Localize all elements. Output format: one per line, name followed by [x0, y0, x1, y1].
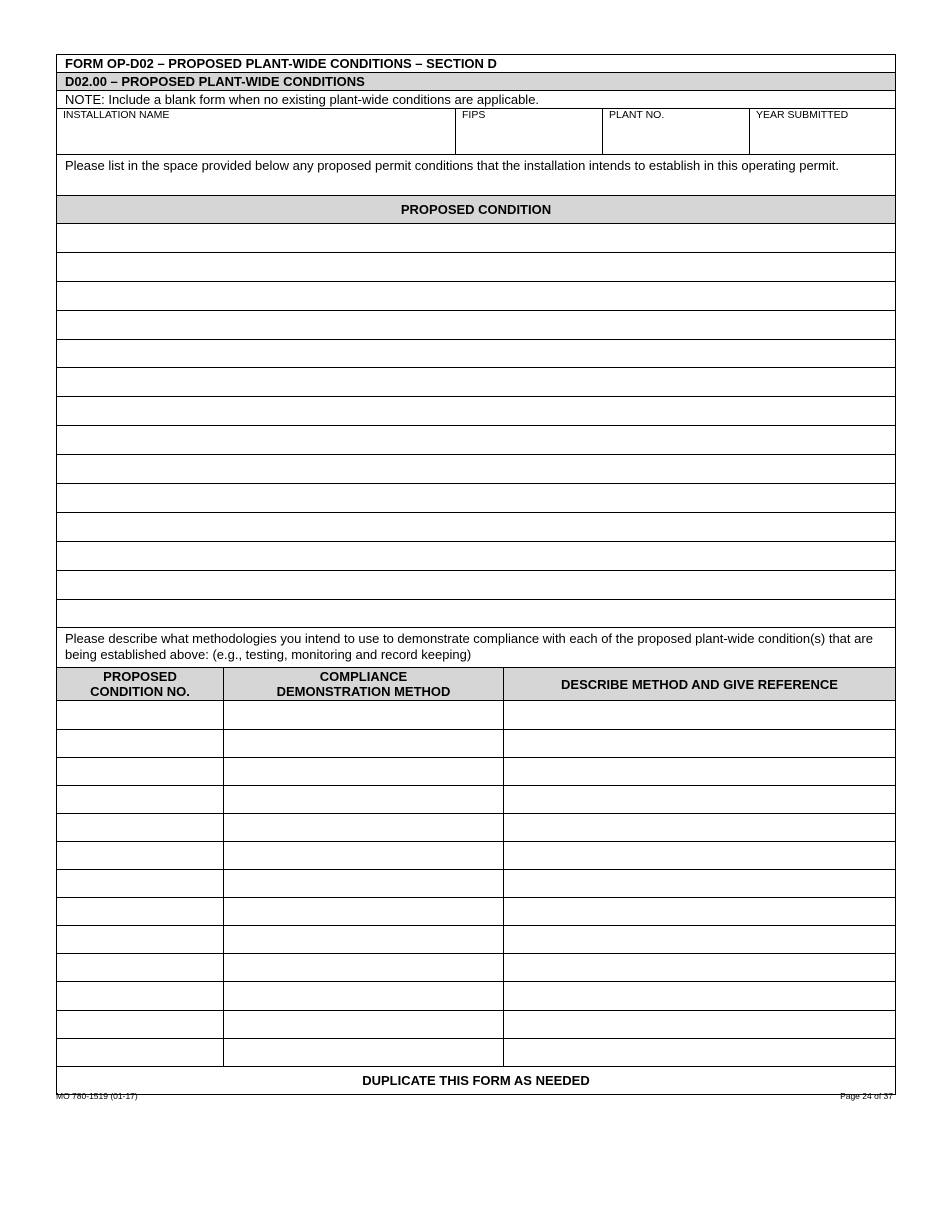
method-cell[interactable]	[224, 926, 504, 954]
reference-cell[interactable]	[504, 870, 896, 898]
proposed-condition-header: PROPOSED CONDITION	[57, 196, 896, 224]
compliance-row	[57, 926, 896, 954]
proposed-condition-row[interactable]	[57, 541, 896, 570]
condition-no-header	[57, 668, 224, 701]
method-cell[interactable]	[224, 729, 504, 757]
reference-cell[interactable]	[504, 841, 896, 869]
reference-cell[interactable]	[504, 954, 896, 982]
condition-no-cell[interactable]	[57, 729, 224, 757]
compliance-row	[57, 870, 896, 898]
reference-cell[interactable]	[504, 1038, 896, 1066]
condition-no-cell[interactable]	[57, 1010, 224, 1038]
proposed-condition-row[interactable]	[57, 368, 896, 397]
condition-no-cell[interactable]	[57, 813, 224, 841]
condition-no-cell[interactable]	[57, 982, 224, 1010]
compliance-row	[57, 982, 896, 1010]
method-cell[interactable]	[224, 785, 504, 813]
compliance-row	[57, 785, 896, 813]
condition-no-cell[interactable]	[57, 898, 224, 926]
compliance-method-header-line2: DEMONSTRATION METHOD	[276, 684, 451, 700]
method-cell[interactable]	[224, 870, 504, 898]
form-number: MO 780-1519 (01-17)	[56, 1091, 138, 1101]
duplicate-form-note: DUPLICATE THIS FORM AS NEEDED	[57, 1066, 896, 1094]
condition-no-cell[interactable]	[57, 701, 224, 729]
method-cell[interactable]	[224, 757, 504, 785]
fips-field[interactable]	[456, 109, 603, 155]
proposed-condition-row[interactable]	[57, 281, 896, 310]
proposed-condition-row[interactable]	[57, 455, 896, 484]
proposed-condition-row[interactable]	[57, 426, 896, 455]
reference-cell[interactable]	[504, 813, 896, 841]
proposed-condition-row[interactable]	[57, 397, 896, 426]
method-cell[interactable]	[224, 898, 504, 926]
method-cell[interactable]	[224, 982, 504, 1010]
reference-cell[interactable]	[504, 926, 896, 954]
proposed-condition-row[interactable]	[57, 512, 896, 541]
reference-cell[interactable]	[504, 785, 896, 813]
condition-no-header-line1: PROPOSED	[103, 669, 177, 685]
condition-instructions: Please list in the space provided below any proposed permit conditions that the installation intends to establish in this operating permit.	[57, 155, 896, 196]
year-submitted-field[interactable]	[750, 109, 896, 155]
proposed-condition-row[interactable]	[57, 484, 896, 513]
page-number: Page 24 of 37	[840, 1091, 893, 1101]
condition-no-cell[interactable]	[57, 954, 224, 982]
condition-no-cell[interactable]	[57, 926, 224, 954]
compliance-row	[57, 701, 896, 729]
installation-name-field[interactable]	[57, 109, 456, 155]
methodology-instructions: Please describe what methodologies you intend to use to demonstrate compliance with each of the proposed plant-wide condition(s) that are being established above: (e.g., testing, monitoring and record keeping)	[57, 628, 896, 668]
compliance-row	[57, 898, 896, 926]
method-cell[interactable]	[224, 841, 504, 869]
compliance-row	[57, 813, 896, 841]
form-title: FORM OP-D02 – PROPOSED PLANT-WIDE CONDITIONS – SECTION D	[57, 55, 896, 73]
describe-method-header: DESCRIBE METHOD AND GIVE REFERENCE	[504, 668, 896, 701]
plant-no-field[interactable]	[603, 109, 750, 155]
note-text: NOTE: Include a blank form when no existing plant-wide conditions are applicable.	[57, 91, 896, 109]
method-cell[interactable]	[224, 1038, 504, 1066]
installation-name-label: INSTALLATION NAME	[63, 109, 170, 121]
method-cell[interactable]	[224, 1010, 504, 1038]
section-title: D02.00 – PROPOSED PLANT-WIDE CONDITIONS	[57, 73, 896, 91]
compliance-row	[57, 757, 896, 785]
condition-no-cell[interactable]	[57, 785, 224, 813]
compliance-method-header	[224, 668, 504, 701]
header-table	[56, 54, 896, 668]
reference-cell[interactable]	[504, 701, 896, 729]
compliance-row	[57, 954, 896, 982]
compliance-row	[57, 841, 896, 869]
compliance-row	[57, 1038, 896, 1066]
condition-no-header-line2: CONDITION NO.	[90, 684, 190, 700]
compliance-method-header-line1: COMPLIANCE	[319, 669, 408, 685]
condition-no-cell[interactable]	[57, 870, 224, 898]
condition-no-cell[interactable]	[57, 757, 224, 785]
reference-cell[interactable]	[504, 982, 896, 1010]
proposed-condition-row[interactable]	[57, 599, 896, 628]
reference-cell[interactable]	[504, 898, 896, 926]
compliance-table	[56, 668, 896, 1094]
reference-cell[interactable]	[504, 1010, 896, 1038]
condition-no-cell[interactable]	[57, 1038, 224, 1066]
year-submitted-label: YEAR SUBMITTED	[756, 109, 849, 121]
proposed-condition-row[interactable]	[57, 252, 896, 281]
compliance-row	[57, 1010, 896, 1038]
fips-label: FIPS	[462, 109, 486, 121]
method-cell[interactable]	[224, 701, 504, 729]
method-cell[interactable]	[224, 954, 504, 982]
proposed-condition-row[interactable]	[57, 570, 896, 599]
proposed-condition-row[interactable]	[57, 224, 896, 253]
condition-no-cell[interactable]	[57, 841, 224, 869]
compliance-row	[57, 729, 896, 757]
proposed-condition-row[interactable]	[57, 339, 896, 368]
permit-form	[56, 54, 895, 1095]
method-cell[interactable]	[224, 813, 504, 841]
reference-cell[interactable]	[504, 729, 896, 757]
reference-cell[interactable]	[504, 757, 896, 785]
plant-no-label: PLANT NO.	[609, 109, 665, 121]
proposed-condition-row[interactable]	[57, 310, 896, 339]
